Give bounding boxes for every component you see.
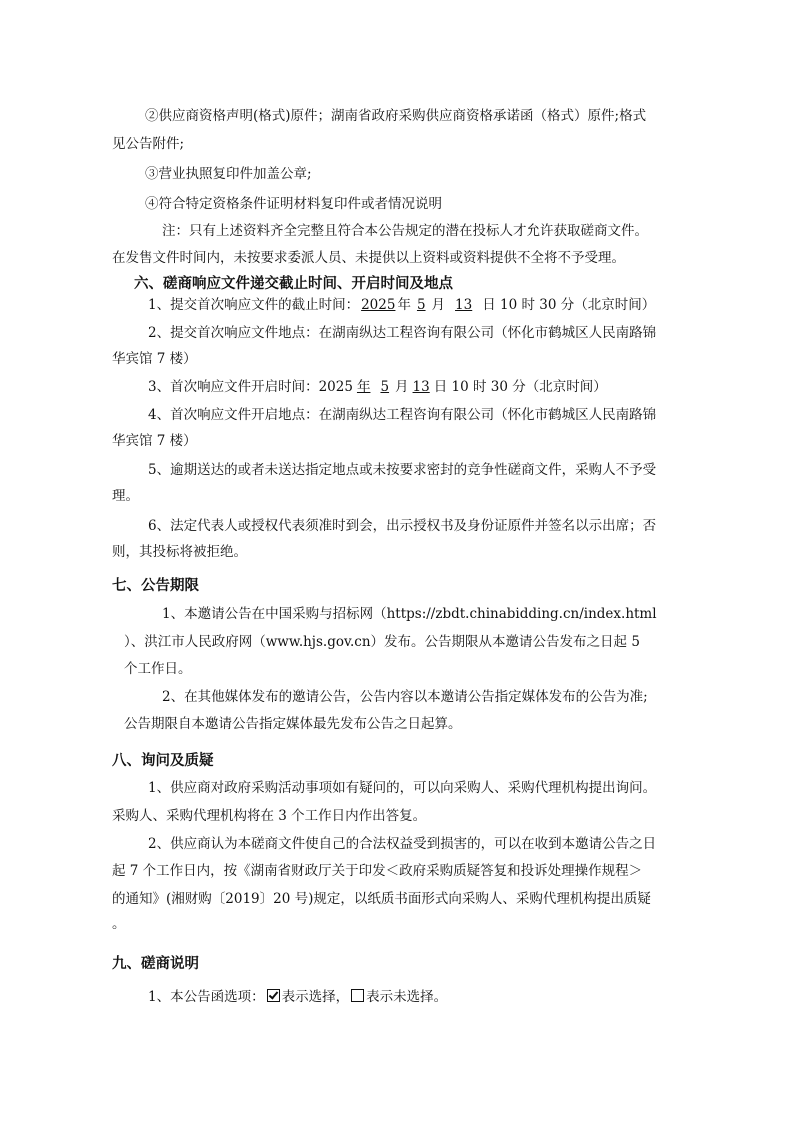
sec7-item1-line3: 个工作日。: [124, 661, 192, 677]
sec6-item3-time: 日 10 时 30 分（北京时间）: [433, 379, 607, 395]
sec6-item1-day: 13: [455, 297, 473, 313]
year-char: 年: [397, 297, 411, 313]
item3: ③营业执照复印件加盖公章;: [145, 166, 312, 182]
unchecked-box-icon: [351, 989, 364, 1002]
sec8-item2-line4: 。: [112, 916, 126, 932]
note-line2: 在发售文件时间内，未按要求委派人员、未提供以上资料或资料提供不全将不予受理。: [112, 250, 625, 266]
sec6-item1-time: 日 10 时 30 分（北京时间）: [482, 297, 656, 313]
sec6-item3: [148, 373, 718, 401]
year-char: 年: [356, 379, 371, 395]
sec7-item2-line2: 公告期限自本邀请公告指定媒体最先发布公告之日起算。: [124, 716, 462, 732]
sec8-item2-line1: 2、供应商认为本磋商文件使自己的合法权益受到损害的，可以在收到本邀请公告之日: [148, 836, 657, 852]
section8-heading: 八、询问及质疑: [112, 753, 214, 769]
sec9-item1-label: 1、本公告函选项：: [148, 989, 265, 1005]
item4: ④符合特定资格条件证明材料复印件或者情况说明: [145, 196, 442, 212]
unchecked-meaning: 表示未选择。: [366, 989, 448, 1005]
sec8-item1-line2: 采购人、采购代理机构将在 3 个工作日内作出答复。: [112, 808, 427, 824]
note-line1: 注：只有上述资料齐全完整且符合本公告规定的潜在投标人才允许获取磋商文件。: [162, 223, 648, 239]
month-char: 月: [395, 379, 409, 395]
sec6-item3-year: 2025: [318, 379, 353, 395]
sec6-item2-line1: 2、提交首次响应文件地点：在湖南纵达工程咨询有限公司（怀化市鹤城区人民南路锦: [148, 325, 657, 341]
sec8-item1-line1: 1、供应商对政府采购活动事项如有疑问的，可以向采购人、采购代理机构提出询问。: [148, 780, 657, 796]
sec6-item4-line1: 4、首次响应文件开启地点：在湖南纵达工程咨询有限公司（怀化市鹤城区人民南路锦: [148, 407, 657, 423]
sec6-item3-day: 13: [412, 379, 430, 395]
section9-heading: 九、磋商说明: [112, 956, 199, 972]
sec7-item2-line1: 2、在其他媒体发布的邀请公告，公告内容以本邀请公告指定媒体发布的公告为准;: [162, 689, 648, 705]
sec9-item1: [148, 983, 718, 1011]
sec6-item6-line2: 则，其投标将被拒绝。: [112, 544, 247, 560]
sec6-item1-label: 1、提交首次响应文件的截止时间：: [148, 297, 360, 313]
sec6-item5-line1: 5、逾期送达的或者未送达指定地点或未按要求密封的竞争性磋商文件，采购人不予受: [148, 462, 657, 478]
sec6-item4-line2: 华宾馆 7 楼）: [112, 433, 197, 449]
sec8-item2-line3: 的通知》(湘财购〔2019〕20 号)规定，以纸质书面形式向采购人、采购代理机构提出质疑: [112, 891, 651, 907]
sec8-item2-line2: 起 7 个工作日内，按《湖南省财政厅关于印发＜政府采购质疑答复和投诉处理操作规程＞: [112, 863, 643, 879]
checked-meaning: 表示选择，: [281, 989, 350, 1005]
sec6-item5-line2: 理。: [112, 488, 139, 504]
sec6-item6-line1: 6、法定代表人或授权代表须准时到会，出示授权书及身份证原件并签名以示出席；否: [148, 518, 657, 534]
month-char: 月: [431, 297, 446, 313]
sec7-item1-line2: ）、洪江市人民政府网（www.hjs.gov.cn）发布。公告期限从本邀请公告发布之日起 5: [124, 634, 640, 650]
item2-line2: 见公告附件;: [112, 136, 185, 152]
section7-heading: 七、公告期限: [112, 578, 199, 594]
sec6-item2-line2: 华宾馆 7 楼）: [112, 351, 197, 367]
sec6-item1-year: 2025: [361, 297, 396, 313]
sec6-item3-label: 3、首次响应文件开启时间：: [148, 379, 319, 395]
item2-line1: ②供应商资格声明(格式)原件；湖南省政府采购供应商资格承诺函（格式）原件;格式: [145, 108, 647, 124]
sec6-item1-month: 5: [416, 297, 426, 313]
sec6-item3-month: 5: [380, 379, 390, 395]
sec7-item1-line1: 1、本邀请公告在中国采购与招标网（https://zbdt.chinabidding.cn/index.html: [162, 606, 657, 622]
checked-box-icon: [267, 989, 280, 1002]
section6-heading: 六、磋商响应文件递交截止时间、开启时间及地点: [134, 276, 453, 292]
sec6-item1: [148, 291, 718, 319]
